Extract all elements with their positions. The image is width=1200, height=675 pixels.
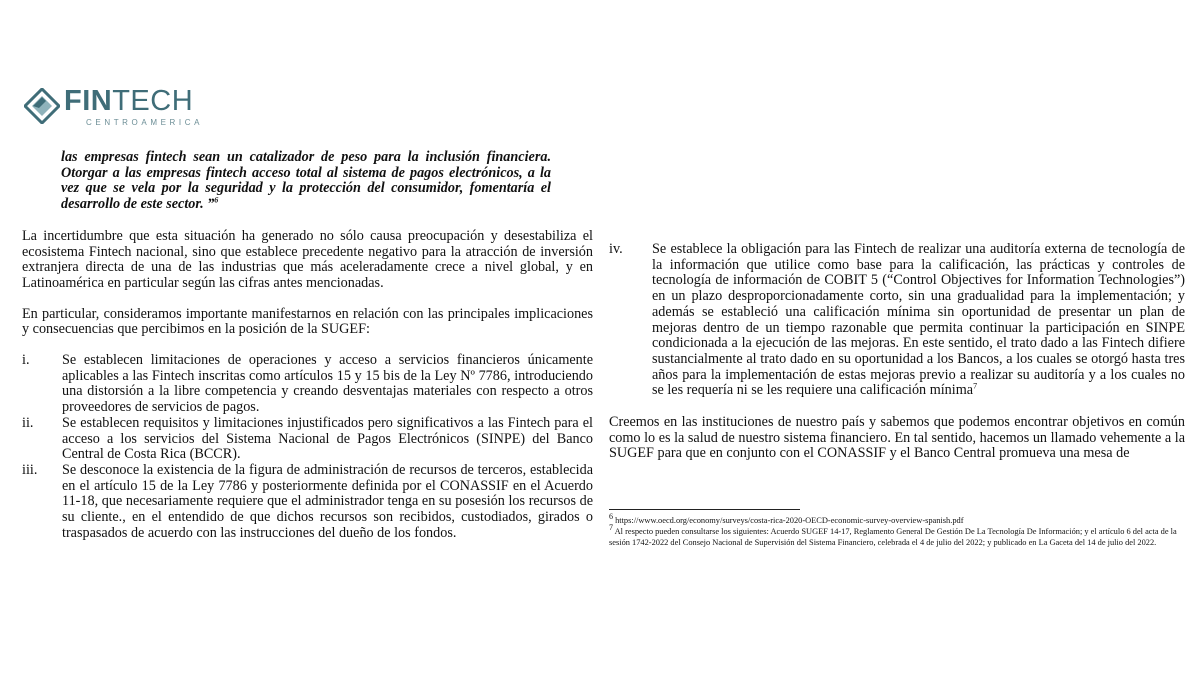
footnote-text: https://www.oecd.org/economy/surveys/costa-rica-2020-OECD-economic-survey-overview-spanish.pdf xyxy=(613,516,964,525)
list-item xyxy=(22,416,593,463)
list-item xyxy=(609,242,1185,399)
implications-list-continued xyxy=(609,242,1185,399)
logo-tech: TECH xyxy=(112,85,194,117)
footnote-text: Al respecto pueden consultarse los siguientes: Acuerdo SUGEF 14-17, Reglamento General De Gestión De La Tecnología De Información; y el artículo 6 del acta de la sesión 1742-2022 del Consejo Nacional de Supervisión del Sistema Financiero, celebrada el 4 de julio del 2022; y publicado en La Gaceta del 14 de julio del 2022. xyxy=(609,527,1177,548)
list-item-text: Se establecen limitaciones de operaciones y acceso a servicios financieros únicamente aplicables a las Fintech inscritas como artículos 15 y 15 bis de la Ley Nº 7786, introduciendo una distorsión a la libre competencia y creando desventajas materiales con respecto a otros proveedores de servicios de pagos. xyxy=(62,352,593,416)
closing-paragraph: Creemos en las instituciones de nuestro país y sabemos que podemos encontrar objetivos en común como lo es la salud de nuestro sistema financiero. En tal sentido, hacemos un llamado vehemente a la SUGEF para que en conjunto con el CONASSIF y el Banco Central promueva una mesa de xyxy=(609,414,1185,462)
logo-fin: FIN xyxy=(64,85,113,117)
quote-block xyxy=(61,150,551,213)
list-item-number: ii. xyxy=(22,414,34,431)
footnote-number: 6 xyxy=(609,512,613,522)
right-column xyxy=(609,242,1185,462)
footnote-6 xyxy=(609,512,1189,526)
quote-text: las empresas fintech sean un catalizador de peso para la inclusión financiera. Otorgar a las empresas fintech acceso total al sistema de pagos electrónicos, a la vez que se vela por la seguridad y la protección del consumidor, fomentaría el desarrollo de este sector. ” xyxy=(61,149,551,213)
left-column xyxy=(22,150,593,541)
footnote-ref-7: 7 xyxy=(973,381,978,391)
list-item-number: iii. xyxy=(22,461,38,478)
logo-tagline: CENTROAMERICA xyxy=(86,118,204,127)
logo-wordmark xyxy=(64,84,193,118)
list-item xyxy=(22,353,593,416)
fintech-logo xyxy=(24,85,204,130)
paragraph-implications: En particular, consideramos importante manifestarnos en relación con las principales implicaciones y consecuencias que percibimos en la posición de la SUGEF: xyxy=(22,305,593,338)
paragraph-uncertainty: La incertidumbre que esta situación ha generado no sólo causa preocupación y desestabiliza el ecosistema Fintech nacional, sino que establece precedente negativo para la atracción de inversión extranjera directa de una de las industrias que más aceleradamente crece a nivel global, y en Latinoamérica en particular según las cifras antes mencionadas. xyxy=(22,227,593,291)
fintech-emblem-icon xyxy=(24,88,60,124)
list-item-number: iv. xyxy=(609,241,623,257)
list-item-number: i. xyxy=(22,352,30,369)
list-item-text: Se establecen requisitos y limitaciones injustificados pero significativos a las Fintech para el acceso a los servicios del Sistema Nacional de Pagos Electrónicos (SINPE) del Banco Central de Costa Rica (BCCR). xyxy=(62,414,593,463)
list-item-text: Se establece la obligación para las Fintech de realizar una auditoría externa de tecnología de la información que utilice como base para la calificación, las prácticas y controles de tecnología de información de COBIT 5 (“Control Objectives for Information Technologies”) en un plazo desproporcionadamente corto, sin una gradualidad para la implementación; y además se estableció una calificación mínima sin oportunidad de presentar un plan de mejoras dentro de un tiempo razonable que permita continuar la participación en SINPE condicionada a la ejecución de las mejoras. En este sentido, el trato dado a las Fintech difiere sustancialmente al trato dado en su oportunidad a los Bancos, a los cuales se otorgó hasta tres años para la implementación de estas mejoras previo a realizar su auditoría y a los cuales no se les requería ni se les requiere una calificación mínima xyxy=(652,241,1185,399)
implications-list xyxy=(22,353,593,541)
footnote-ref-6: 6 xyxy=(214,195,219,205)
footnote-7 xyxy=(609,523,1189,548)
list-item-text: Se desconoce la existencia de la figura de administración de recursos de terceros, establecida en el artículo 15 de la Ley 7786 y posteriormente definida por el CONASSIF en el Acuerdo 11-18, que necesariamente requiere que el administrador tenga en su posesión los recursos de su cliente., en el entendido de que dichos recursos son recibidos, custodiados, girados o traspasados de acuerdo con las instrucciones del dueño de los fondos. xyxy=(62,461,593,541)
footnote-number: 7 xyxy=(609,523,613,533)
footnote-divider xyxy=(609,509,800,510)
footnotes xyxy=(609,512,1189,549)
list-item xyxy=(22,463,593,542)
